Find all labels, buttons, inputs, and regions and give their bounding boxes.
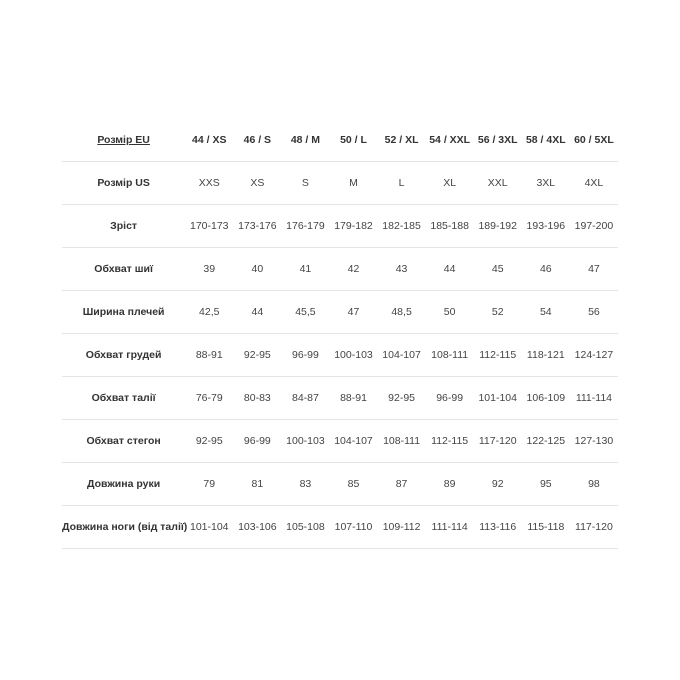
- row-label: Обхват грудей: [62, 334, 185, 377]
- table-row: [62, 248, 618, 291]
- table-cell: 44: [233, 291, 281, 334]
- row-label: Обхват шиї: [62, 248, 185, 291]
- table-cell: 105-108: [281, 506, 329, 549]
- table-cell: 124-127: [570, 334, 618, 377]
- table-row: [62, 205, 618, 248]
- table-row: [62, 463, 618, 506]
- table-cell: 92-95: [185, 420, 233, 463]
- table-cell: XS: [233, 162, 281, 205]
- size-header: 58 / 4XL: [522, 119, 570, 162]
- table-cell: 92-95: [233, 334, 281, 377]
- table-cell: 104-107: [329, 420, 377, 463]
- size-header: 48 / M: [281, 119, 329, 162]
- size-header: 50 / L: [329, 119, 377, 162]
- table-cell: 108-111: [426, 334, 474, 377]
- table-cell: 80-83: [233, 377, 281, 420]
- table-cell: 185-188: [426, 205, 474, 248]
- row-label: Зріст: [62, 205, 185, 248]
- table-cell: 56: [570, 291, 618, 334]
- table-cell: 193-196: [522, 205, 570, 248]
- table-cell: XXL: [474, 162, 522, 205]
- table-cell: 44: [426, 248, 474, 291]
- table-cell: 101-104: [474, 377, 522, 420]
- table-cell: 95: [522, 463, 570, 506]
- table-cell: 176-179: [281, 205, 329, 248]
- table-row: [62, 420, 618, 463]
- table-cell: 127-130: [570, 420, 618, 463]
- table-cell: 88-91: [329, 377, 377, 420]
- table-cell: 170-173: [185, 205, 233, 248]
- table-cell: S: [281, 162, 329, 205]
- size-header: 46 / S: [233, 119, 281, 162]
- table-cell: 107-110: [329, 506, 377, 549]
- table-cell: 50: [426, 291, 474, 334]
- table-cell: 47: [329, 291, 377, 334]
- table-cell: 81: [233, 463, 281, 506]
- row-label: Довжина ноги (від талії): [62, 506, 185, 549]
- row-label: Обхват стегон: [62, 420, 185, 463]
- table-cell: 89: [426, 463, 474, 506]
- table-row: [62, 162, 618, 205]
- size-header: 52 / XL: [378, 119, 426, 162]
- table-cell: 43: [378, 248, 426, 291]
- table-cell: 83: [281, 463, 329, 506]
- table-cell: 118-121: [522, 334, 570, 377]
- table-cell: 96-99: [281, 334, 329, 377]
- table-cell: 112-115: [474, 334, 522, 377]
- table-cell: L: [378, 162, 426, 205]
- table-cell: 54: [522, 291, 570, 334]
- table-cell: 173-176: [233, 205, 281, 248]
- table-cell: 111-114: [426, 506, 474, 549]
- table-cell: 179-182: [329, 205, 377, 248]
- table-cell: 47: [570, 248, 618, 291]
- size-header: 60 / 5XL: [570, 119, 618, 162]
- row-label: Довжина руки: [62, 463, 185, 506]
- table-cell: 52: [474, 291, 522, 334]
- table-cell: 117-120: [474, 420, 522, 463]
- row-label: Обхват талії: [62, 377, 185, 420]
- size-header: 54 / XXL: [426, 119, 474, 162]
- table-cell: 87: [378, 463, 426, 506]
- table-cell: 104-107: [378, 334, 426, 377]
- table-header-row: [62, 119, 618, 162]
- table-cell: 108-111: [378, 420, 426, 463]
- table-cell: XL: [426, 162, 474, 205]
- table-cell: 189-192: [474, 205, 522, 248]
- table-cell: 109-112: [378, 506, 426, 549]
- table-cell: 39: [185, 248, 233, 291]
- table-cell: 92-95: [378, 377, 426, 420]
- size-chart-table: [62, 119, 618, 549]
- table-cell: 84-87: [281, 377, 329, 420]
- table-body: [62, 162, 618, 549]
- table-cell: 98: [570, 463, 618, 506]
- row-label: Ширина плечей: [62, 291, 185, 334]
- table-cell: 106-109: [522, 377, 570, 420]
- table-cell: 103-106: [233, 506, 281, 549]
- table-cell: M: [329, 162, 377, 205]
- table-cell: 96-99: [426, 377, 474, 420]
- size-header: 56 / 3XL: [474, 119, 522, 162]
- table-cell: 113-116: [474, 506, 522, 549]
- table-cell: 40: [233, 248, 281, 291]
- table-row: [62, 291, 618, 334]
- table-cell: 45,5: [281, 291, 329, 334]
- table-cell: 46: [522, 248, 570, 291]
- size-header: 44 / XS: [185, 119, 233, 162]
- row-label: Розмір US: [62, 162, 185, 205]
- table-row: [62, 377, 618, 420]
- table-cell: 182-185: [378, 205, 426, 248]
- table-cell: 41: [281, 248, 329, 291]
- table-cell: 197-200: [570, 205, 618, 248]
- table-cell: 42: [329, 248, 377, 291]
- table-cell: 42,5: [185, 291, 233, 334]
- table-cell: 100-103: [329, 334, 377, 377]
- table-row: [62, 334, 618, 377]
- table-row: [62, 506, 618, 549]
- table-cell: 3XL: [522, 162, 570, 205]
- table-cell: 112-115: [426, 420, 474, 463]
- table-cell: XXS: [185, 162, 233, 205]
- table-cell: 48,5: [378, 291, 426, 334]
- eu-size-header-link[interactable]: Розмір EU: [62, 119, 185, 162]
- table-cell: 45: [474, 248, 522, 291]
- table-cell: 79: [185, 463, 233, 506]
- table-cell: 122-125: [522, 420, 570, 463]
- table-cell: 85: [329, 463, 377, 506]
- table-cell: 88-91: [185, 334, 233, 377]
- table-cell: 117-120: [570, 506, 618, 549]
- table-cell: 115-118: [522, 506, 570, 549]
- table-cell: 92: [474, 463, 522, 506]
- table-cell: 100-103: [281, 420, 329, 463]
- table-cell: 96-99: [233, 420, 281, 463]
- table-cell: 4XL: [570, 162, 618, 205]
- table-cell: 76-79: [185, 377, 233, 420]
- table-cell: 111-114: [570, 377, 618, 420]
- table-cell: 101-104: [185, 506, 233, 549]
